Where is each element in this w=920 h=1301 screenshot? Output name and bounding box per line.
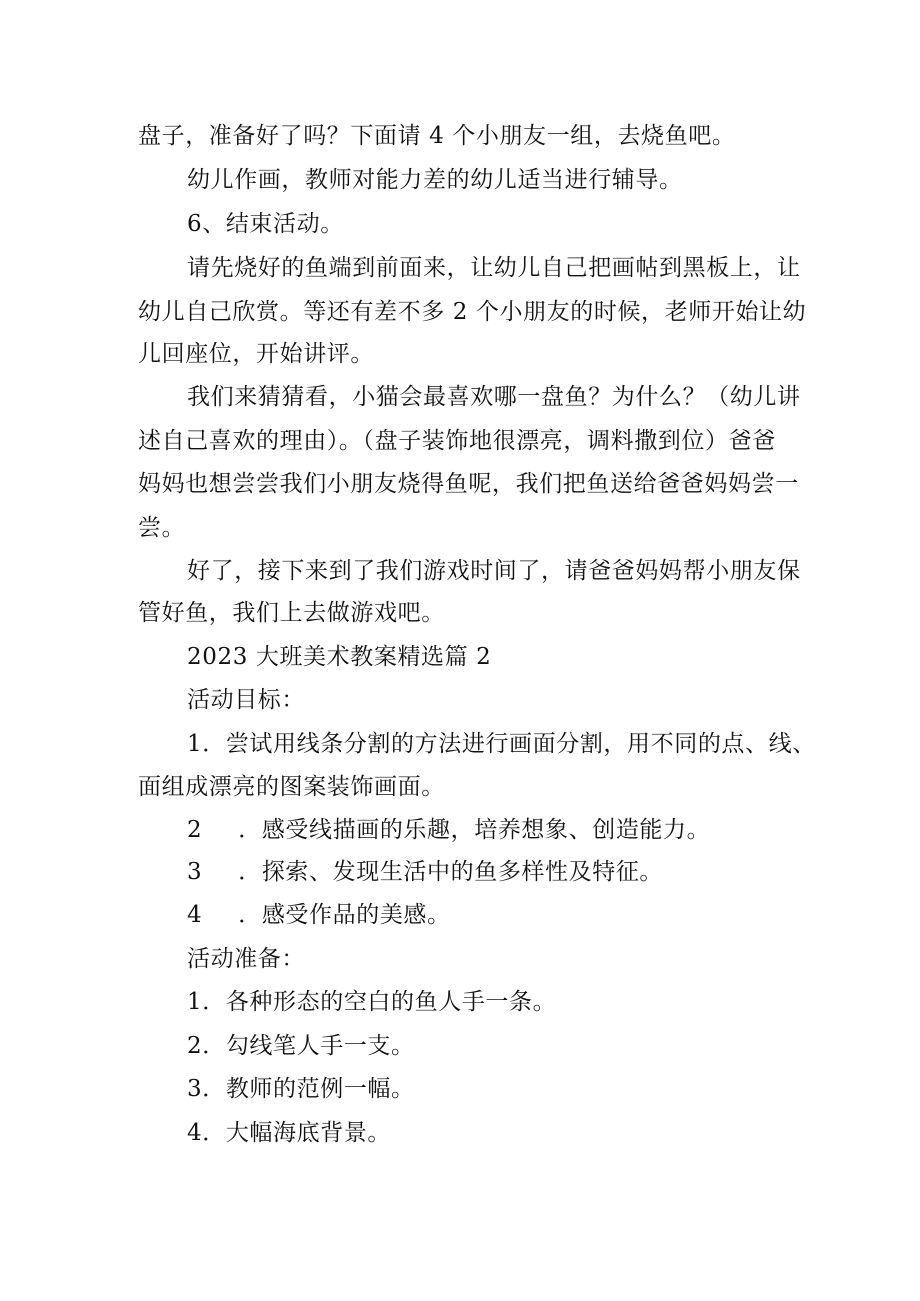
- paragraph-line: 儿回座位，开始讲评。: [138, 341, 374, 367]
- paragraph-line: 尝。: [138, 515, 186, 541]
- list-item: [187, 900, 451, 930]
- section-title: 2023 大班美术教案精选篇 2: [187, 644, 492, 670]
- list-item: 1．各种形态的空白的鱼人手一条。: [187, 989, 557, 1015]
- list-item: [187, 815, 710, 845]
- paragraph-line: 述自己喜欢的理由）。（盘子装饰地很漂亮，调料撒到位）爸爸: [138, 428, 776, 454]
- paragraph-line: 幼儿自己欣赏。等还有差不多 2 个小朋友的时候，老师开始让幼: [138, 299, 807, 325]
- paragraph-line: 请先烧好的鱼端到前面来，让幼儿自己把画帖到黑板上，让: [187, 255, 801, 281]
- section-heading: 6、结束活动。: [187, 211, 344, 237]
- list-item: 3．教师的范例一幅。: [187, 1076, 415, 1102]
- list-item-number: 4: [187, 902, 203, 928]
- paragraph-line: 我们来猜猜看，小猫会最喜欢哪一盘鱼？为什么？（幼儿讲: [187, 384, 801, 410]
- list-item: 4．大幅海底背景。: [187, 1120, 392, 1146]
- paragraph-line: 幼儿作画，教师对能力差的幼儿适当进行辅导。: [187, 167, 683, 193]
- paragraph-line: 管好鱼，我们上去做游戏吧。: [138, 600, 445, 626]
- paragraph-line: 好了，接下来到了我们游戏时间了，请爸爸妈妈帮小朋友保: [187, 558, 801, 584]
- list-item: 1．尝试用线条分割的方法进行画面分割，用不同的点、线、: [187, 731, 816, 757]
- list-item-number: 2: [187, 817, 203, 843]
- list-item-text: ．探索、发现生活中的鱼多样性及特征。: [238, 859, 664, 885]
- subheading: 活动目标：: [187, 687, 305, 713]
- paragraph-line: 妈妈也想尝尝我们小朋友烧得鱼呢，我们把鱼送给爸爸妈妈尝一: [138, 471, 799, 497]
- list-item: 2．勾线笔人手一支。: [187, 1033, 415, 1059]
- list-item-number: 3: [187, 859, 203, 885]
- list-item: [187, 857, 663, 887]
- list-item-continuation: 面组成漂亮的图案装饰画面。: [138, 774, 445, 800]
- list-item-text: ．感受作品的美感。: [238, 902, 451, 928]
- list-item-text: ．感受线描画的乐趣，培养想象、创造能力。: [238, 817, 711, 843]
- subheading: 活动准备：: [187, 946, 305, 972]
- paragraph-line: 盘子，准备好了吗？下面请 4 个小朋友一组，去烧鱼吧。: [138, 123, 736, 149]
